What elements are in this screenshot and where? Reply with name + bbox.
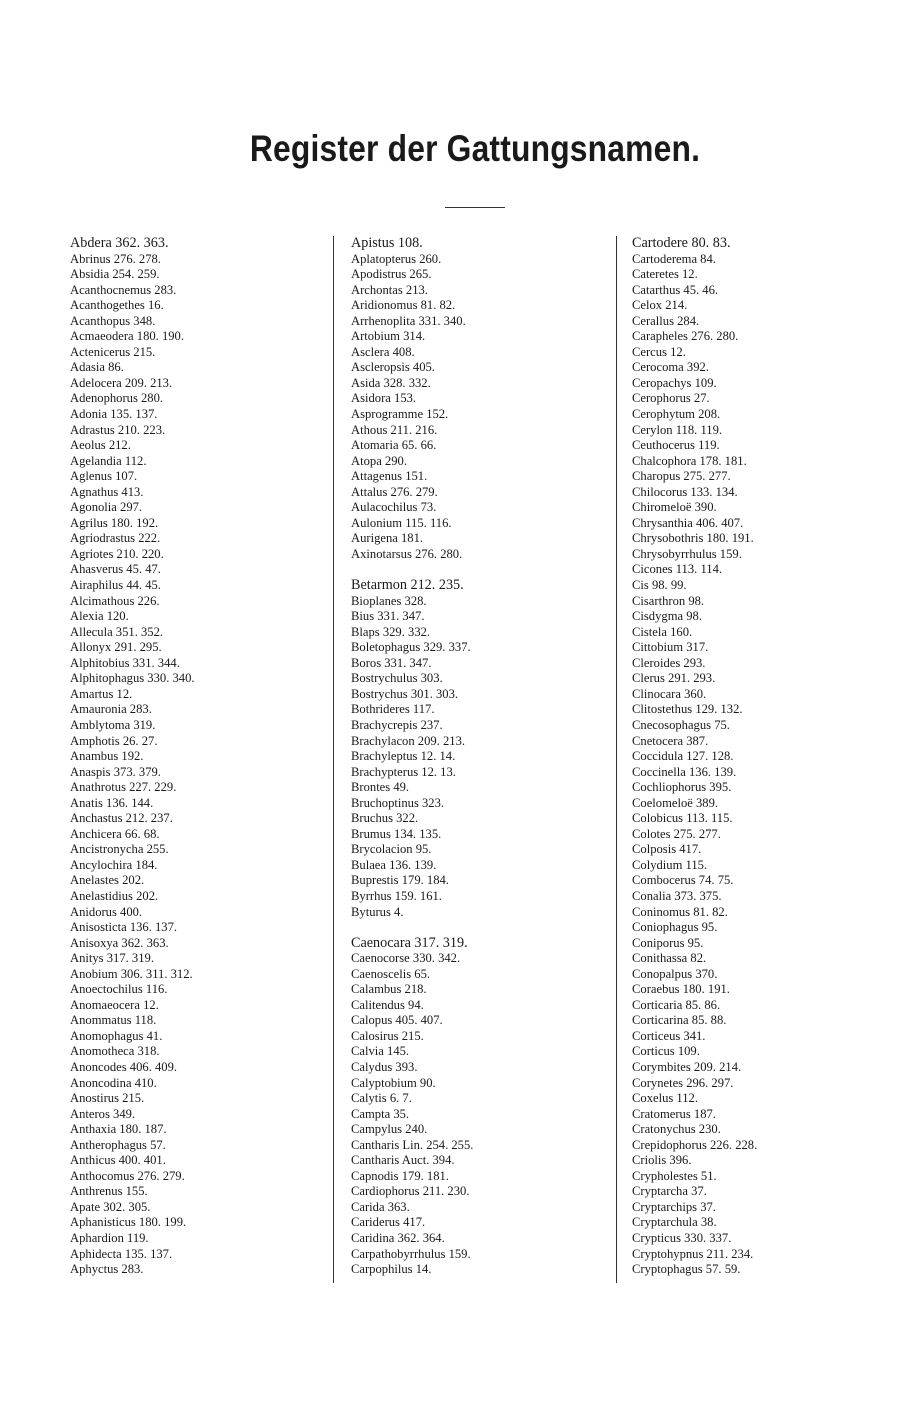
index-entry: Crypholestes 51. [632,1168,717,1183]
index-entry: Capnodis 179. 181. [351,1168,449,1183]
letter-group-gap [351,920,621,936]
index-entry: Coninomus 81. 82. [632,904,728,919]
index-entry: Asidora 153. [351,391,417,406]
index-entry: Anthicus 400. 401. [70,1153,166,1168]
index-entry: Acmaeodera 180. 190. [70,329,185,344]
index-entry: Corymbites 209. 214. [632,1059,742,1074]
index-entry: Carpophilus 14. [351,1262,432,1277]
index-entry: Calyptobium 90. [351,1075,436,1090]
index-entry: Bruchoptinus 323. [351,795,445,810]
index-entry: Cartoderema 84. [632,251,716,266]
index-entry: Chrysanthia 406. 407. [632,515,744,530]
index-entry: Anobium 306. 311. 312. [70,966,193,981]
index-entry: Corynetes 296. 297. [632,1075,734,1090]
index-entry: Artobium 314. [351,329,426,344]
index-entry: Asprogramme 152. [351,407,449,422]
index-entry: Coniporus 95. [632,935,704,950]
index-entry: Aphanisticus 180. 199. [70,1215,187,1230]
index-entry: Cryptohypnus 211. 234. [632,1246,754,1261]
index-entry: Conalia 373. 375. [632,888,722,903]
index-entry: Corticaria 85. 86. [632,997,721,1012]
index-entry: Bius 331. 347. [351,609,425,624]
index-entry: Atomaria 65. 66. [351,438,437,453]
index-entry: Clitostethus 129. 132. [632,702,743,717]
index-entry: Corticeus 341. [632,1028,706,1043]
index-entry: Archontas 213. [351,282,428,297]
index-entry: Bostrychus 301. 303. [351,686,459,701]
index-entry: Cratonychus 230. [632,1122,721,1137]
index-entry: Ancistronycha 255. [70,842,169,857]
index-entry: Adonia 135. 137. [70,407,158,422]
index-entry: Absidia 254. 259. [70,267,160,282]
index-entry: Aphyctus 283. [70,1262,144,1277]
index-entry: Cryptarchula 38. [632,1215,717,1230]
index-entry: Bulaea 136. 139. [351,857,437,872]
index-entry: Caridina 362. 364. [351,1231,445,1245]
index-entry: Atopa 290. [351,453,407,468]
index-entry: Anostirus 215. [70,1091,145,1106]
index-entry: Chilocorus 133. 134. [632,484,738,499]
index-entry: Abrinus 276. 278. [70,251,161,266]
index-entry: Anaspis 373. 379. [70,764,161,779]
index-column-3 [616,236,900,1283]
index-entry: Amauronia 283. [70,702,152,717]
index-entry: Brycolacion 95. [351,842,432,857]
index-entry: Aridionomus 81. 82. [351,298,456,313]
index-entry: Aglenus 107. [70,469,138,484]
index-entry: Anthrenus 155. [70,1184,148,1199]
index-entry: Anisosticta 136. 137. [70,920,178,935]
index-entry: Anambus 192. [70,749,144,764]
index-entry: Agriodrastus 222. [70,531,161,546]
index-entry: Crepidophorus 226. 228. [632,1137,758,1152]
index-entry: Campta 35. [351,1106,410,1121]
index-entry: Anelastes 202. [70,873,145,888]
index-entry: Anisoxya 362. 363. [70,935,169,950]
index-entry: Catarthus 45. 46. [632,282,719,297]
index-entry: Anoncodes 406. 409. [70,1059,178,1074]
index-entry: Agonolia 297. [70,500,143,515]
index-entry: Anatis 136. 144. [70,795,154,810]
index-entry: Cratomerus 187. [632,1106,716,1121]
index-entry: Celox 214. [632,298,688,313]
index-entry: Attagenus 151. [351,469,428,484]
index-entry: Aphardion 119. [70,1231,149,1245]
index-entry: Cantharis Lin. 254. 255. [351,1137,474,1152]
index-entry: Brachyleptus 12. 14. [351,749,456,764]
index-entry: Cartodere 80. 83. [632,235,731,251]
index-entry: Crypticus 330. 337. [632,1231,732,1245]
index-entry: Calydus 393. [351,1059,418,1074]
index-entry: Cateretes 12. [632,267,698,282]
index-column-1 [70,236,340,1278]
index-entry: Agriotes 210. 220. [70,546,164,561]
index-entry: Brontes 49. [351,780,410,795]
index-entry: Allecula 351. 352. [70,624,164,639]
index-entry: Anchastus 212. 237. [70,811,173,826]
index-entry: Cercus 12. [632,344,686,359]
index-entry: Byrrhus 159. 161. [351,888,442,903]
index-entry: Ascleropsis 405. [351,360,435,375]
index-entry: Apodistrus 265. [351,267,432,282]
index-entry: Alphitobius 331. 344. [70,655,180,670]
index-entry: Arrhenoplita 331. 340. [351,313,466,328]
index-entry: Apate 302. 305. [70,1199,151,1214]
index-entry: Anthocomus 276. 279. [70,1168,185,1183]
index-entry: Cardiophorus 211. 230. [351,1184,470,1199]
index-entry: Coccinella 136. 139. [632,764,737,779]
index-entry: Asclera 408. [351,344,415,359]
index-entry: Aphidecta 135. 137. [70,1246,173,1261]
index-entry: Cryptarcha 37. [632,1184,707,1199]
index-entry: Adelocera 209. 213. [70,375,173,390]
index-entry: Alexia 120. [70,609,129,624]
index-entry: Charopus 275. 277. [632,469,731,484]
index-entry: Cryptophagus 57. 59. [632,1262,741,1277]
index-entry: Bostrychulus 303. [351,671,443,686]
index-entry: Coelomeloë 389. [632,795,719,810]
index-entry: Anomaeocera 12. [70,997,159,1012]
index-entry: Adrastus 210. 223. [70,422,166,437]
index-entry: Amblytoma 319. [70,717,156,732]
index-entry: Acanthocnemus 283. [70,282,177,297]
index-entry: Chrysobyrrhulus 159. [632,546,742,561]
index-entry: Abdera 362. 363. [70,235,169,251]
index-entry: Aeolus 212. [70,438,131,453]
index-entry: Colotes 275. 277. [632,826,721,841]
index-entry: Cerylon 118. 119. [632,422,723,437]
index-entry: Axinotarsus 276. 280. [351,546,463,561]
index-entry: Caenoscelis 65. [351,966,431,981]
index-entry: Anomotheca 318. [70,1044,160,1059]
index-entry: Ceuthocerus 119. [632,438,720,453]
index-entry: Airaphilus 44. 45. [70,578,161,593]
index-entry: Coxelus 112. [632,1091,699,1106]
title-divider [445,207,505,208]
index-entry: Anthaxia 180. 187. [70,1122,167,1137]
index-entry: Amphotis 26. 27. [70,733,158,748]
index-entry: Cisdygma 98. [632,609,702,624]
index-entry: Aurigena 181. [351,531,424,546]
index-entry: Actenicerus 215. [70,344,156,359]
index-entry: Anteros 349. [70,1106,136,1121]
index-entry: Aplatopterus 260. [351,251,442,266]
index-entry: Bioplanes 328. [351,593,427,608]
index-entry: Anathrotus 227. 229. [70,780,177,795]
index-entry: Cerophytum 208. [632,407,721,422]
index-entry: Coccidula 127. 128. [632,749,734,764]
index-entry: Anommatus 118. [70,1013,157,1028]
index-entry: Carpathobyrrhulus 159. [351,1246,471,1261]
index-entry: Agelandia 112. [70,453,147,468]
index-entry: Agrilus 180. 192. [70,515,159,530]
index-entry: Cryptarchips 37. [632,1199,716,1214]
index-entry: Amartus 12. [70,686,133,701]
index-entry: Caenocara 317. 319. [351,934,468,951]
index-entry: Betarmon 212. 235. [351,577,464,594]
index-entry: Cittobium 317. [632,640,709,655]
index-entry: Anelastidius 202. [70,888,159,903]
letter-group-gap [351,562,621,578]
index-entry: Cnecosophagus 75. [632,717,730,732]
index-entry: Cisarthron 98. [632,593,705,608]
index-entry: Agnathus 413. [70,484,144,499]
index-entry: Anchicera 66. 68. [70,826,160,841]
index-entry: Cicones 113. 114. [632,562,723,577]
index-entry: Coniophagus 95. [632,920,718,935]
index-entry: Anoncodina 410. [70,1075,157,1090]
index-entry: Allonyx 291. 295. [70,640,162,655]
index-entry: Anitys 317. 319. [70,951,154,966]
index-entry: Aulonium 115. 116. [351,515,452,530]
index-entry: Carapheles 276. 280. [632,329,739,344]
index-entry: Clinocara 360. [632,686,707,701]
index-entry: Colydium 115. [632,857,708,872]
index-entry: Cerallus 284. [632,313,700,328]
index-entry: Chalcophora 178. 181. [632,453,747,468]
index-entry: Carida 363. [351,1199,410,1214]
index-column-2 [333,236,621,1283]
index-entry: Corticarina 85. 88. [632,1013,727,1028]
index-entry: Ancylochira 184. [70,857,158,872]
index-entry: Apistus 108. [351,235,423,251]
index-entry: Chrysobothris 180. 191. [632,531,754,546]
index-entry: Bruchus 322. [351,811,419,826]
index-entry: Conopalpus 370. [632,966,718,981]
index-entry: Calitendus 94. [351,997,424,1012]
index-entry: Brumus 134. 135. [351,826,442,841]
index-entry: Anidorus 400. [70,904,143,919]
index-entry: Criolis 396. [632,1153,692,1168]
index-entry: Clerus 291. 293. [632,671,716,686]
index-entry: Cerophorus 27. [632,391,710,406]
index-entry: Colobicus 113. 115. [632,811,733,826]
index-entry: Caenocorse 330. 342. [351,951,461,966]
index-entry: Coraebus 180. 191. [632,982,730,997]
index-entry: Attalus 276. 279. [351,484,438,499]
index-entry: Cleroides 293. [632,655,706,670]
index-entry: Brachylacon 209. 213. [351,733,466,748]
index-entry: Acanthopus 348. [70,313,156,328]
index-entry: Corticus 109. [632,1044,700,1059]
index-entry: Colposis 417. [632,842,702,857]
index-entry: Cis 98. 99. [632,578,687,593]
index-entry: Cerocoma 392. [632,360,709,375]
index-entry: Chiromeloë 390. [632,500,717,515]
index-entry: Adasia 86. [70,360,124,375]
index-entry: Ceropachys 109. [632,375,717,390]
index-entry: Combocerus 74. 75. [632,873,734,888]
index-entry: Calytis 6. 7. [351,1091,412,1106]
page-title: Register der Gattungsnamen. [249,128,701,169]
index-entry: Brachypterus 12. 13. [351,764,456,779]
index-entry: Boletophagus 329. 337. [351,640,471,655]
index-entry: Cistela 160. [632,624,693,639]
index-entry: Blaps 329. 332. [351,624,431,639]
index-entry: Antherophagus 57. [70,1137,166,1152]
index-entry: Calvia 145. [351,1044,410,1059]
index-entry: Ahasverus 45. 47. [70,562,161,577]
index-entry: Conithassa 82. [632,951,707,966]
index-entry: Calambus 218. [351,982,427,997]
index-entry: Adenophorus 280. [70,391,164,406]
index-entry: Bothrideres 117. [351,702,435,717]
index-entry: Calopus 405. 407. [351,1013,443,1028]
index-entry: Cochliophorus 395. [632,780,732,795]
index-entry: Cnetocera 387. [632,733,709,748]
index-entry: Aulacochilus 73. [351,500,437,515]
index-entry: Asida 328. 332. [351,375,431,390]
index-entry: Cantharis Auct. 394. [351,1153,455,1168]
index-entry: Brachycrepis 237. [351,717,443,732]
index-entry: Athous 211. 216. [351,422,438,437]
index-entry: Anoectochilus 116. [70,982,168,997]
index-entry: Cariderus 417. [351,1215,426,1230]
index-entry: Alphitophagus 330. 340. [70,671,195,686]
index-entry: Boros 331. 347. [351,655,432,670]
index-entry: Buprestis 179. 184. [351,873,449,888]
index-entry: Alcimathous 226. [70,593,160,608]
index-entry: Acanthogethes 16. [70,298,164,313]
index-entry: Campylus 240. [351,1122,428,1137]
index-entry: Byturus 4. [351,904,404,919]
index-entry: Anomophagus 41. [70,1028,163,1043]
index-entry: Calosirus 215. [351,1028,424,1043]
